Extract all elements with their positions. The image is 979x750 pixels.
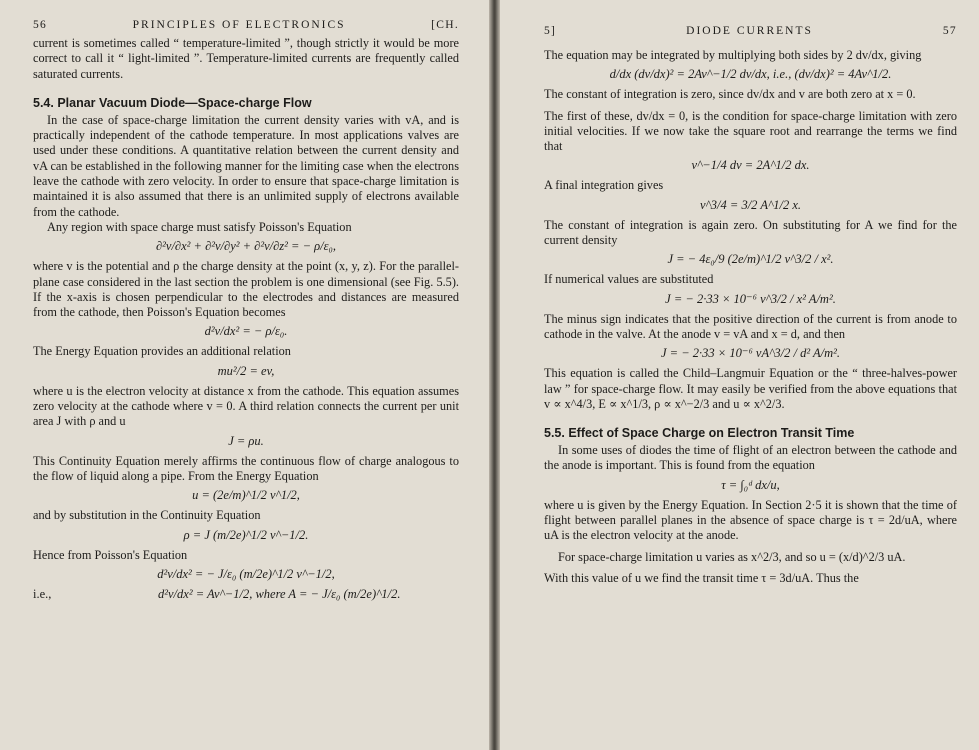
paragraph: where v is the potential and ρ the charge density at the point (x, y, z). For the parallel-plane case considered in the last section the problem is one dimensional (see Fig. 5.5). If the x-axis is chosen perpendicular to the electrodes and distances are measured from the cathode, then Poisson's Equation becomes xyxy=(33,259,459,320)
equation: ∂²v/∂x² + ∂²v/∂y² + ∂²v/∂z² = − ρ/ε₀, xyxy=(155,239,337,254)
equation: mu²/2 = ev, xyxy=(217,363,275,378)
equation: J = − 2·33 × 10⁻⁶ vA^3/2 / d² A/m². xyxy=(661,346,840,361)
equation: d/dx (dv/dx)² = 2Av^−1/2 dv/dx, i.e., (dv/dx)² = 4Av^1/2. xyxy=(609,67,892,82)
paragraph: Hence from Poisson's Equation xyxy=(33,547,188,562)
equation: J = − 2·33 × 10⁻⁶ v^3/2 / x² A/m². xyxy=(665,291,836,306)
ie-label: i.e., xyxy=(33,586,52,601)
page-number: 56 xyxy=(33,19,48,31)
paragraph: This equation is called the Child–Langmuir Equation or the “ three-halves-power law ” for space-charge flow. It may easily be verified from the above equations that v ∝ x^4/3, E ∝ x^1/3, ρ ∝ x^−2/3 and u ∝ x^2/3. xyxy=(544,366,957,411)
paragraph: The equation may be integrated by multiplying both sides by 2 dv/dx, giving xyxy=(544,48,922,62)
intro-paragraph: current is sometimes called “ temperature-limited ”, though strictly it would be more correct to call it “ light-limited ”. Temperature-limited currents are frequently called saturated currents. xyxy=(33,36,459,81)
paragraph: In some uses of diodes the time of flight of an electron between the cathode and the anode is important. This is found from the equation xyxy=(544,443,957,473)
equation: v^3/4 = 3/2 A^1/2 x. xyxy=(699,197,802,212)
paragraph: The first of these, dv/dx = 0, is the condition for space-charge limitation with zero initial velocities. If we now take the square root and rearrange the terms we find that xyxy=(544,108,957,154)
paragraph: The Energy Equation provides an additional relation xyxy=(33,344,291,359)
right-page xyxy=(500,0,979,750)
chapter-abbrev: [CH. xyxy=(431,19,459,31)
right-page-header xyxy=(544,25,957,42)
running-title: DIODE CURRENTS xyxy=(686,25,813,37)
paragraph: where u is given by the Energy Equation. In Section 2·5 it is shown that the time of flight between parallel planes in the absence of space charge is τ = 2d/uA, where uA is the electron velocity at the anode. xyxy=(544,497,957,543)
paragraph: In the case of space-charge limitation the current density varies with vA, and is practically independent of the cathode temperature. In most applications valves are used under these conditions. A quantitative relation between the current density and vA can be established in the following manner for the limiting case when the electrons leave the cathode with zero velocity. In order to ensure that space-charge limitation is maintained it is also assumed that there is an unlimited supply of electrons available from the cathode. xyxy=(33,112,459,219)
equation: ρ = J (m/2e)^1/2 v^−1/2. xyxy=(183,527,309,542)
paragraph: The constant of integration is again zero. On substituting for A we find for the current density xyxy=(544,217,957,248)
section-heading: 5.5. Effect of Space Charge on Electron Transit Time xyxy=(544,426,855,441)
equation: J = ρu. xyxy=(228,433,264,448)
paragraph: Any region with space charge must satisfy Poisson's Equation xyxy=(47,219,352,234)
paragraph: With this value of u we find the transit time τ = 3d/uA. Thus the xyxy=(544,570,859,585)
equation: v^−1/4 dv = 2A^1/2 dx. xyxy=(691,158,810,173)
equation-row xyxy=(33,587,459,602)
paragraph: If numerical values are substituted xyxy=(544,272,714,287)
equation: d²v/dx² = − J/ε₀ (m/2e)^1/2 v^−1/2, xyxy=(157,566,335,581)
paragraph: The constant of integration is zero, since dv/dx and v are both zero at x = 0. xyxy=(544,87,916,102)
paragraph: For space-charge limitation u varies as x^2/3, and so u = (x/d)^2/3 uA. xyxy=(558,549,906,564)
paragraph: where u is the electron velocity at distance x from the cathode. This equation assumes zero velocity at the cathode where v = 0. A third relation connects the current per unit area J with ρ and u xyxy=(33,383,459,429)
page-number: 57 xyxy=(942,25,957,37)
equation: τ = ∫₀ᵈ dx/u, xyxy=(721,477,780,492)
left-page-header xyxy=(33,19,459,36)
left-page xyxy=(0,0,489,750)
paragraph: The minus sign indicates that the positive direction of the current is from anode to cathode in the valve. At the anode v = vA and x = d, and then xyxy=(544,311,957,341)
paragraph: This Continuity Equation merely affirms the continuous flow of charge analogous to the flow of liquid along a pipe. From the Energy Equation xyxy=(33,453,459,483)
running-title: PRINCIPLES OF ELECTRONICS xyxy=(132,19,346,31)
section-heading: 5.4. Planar Vacuum Diode—Space-charge Flow xyxy=(33,95,312,110)
section-number: 5] xyxy=(544,25,557,37)
paragraph: A final integration gives xyxy=(544,178,664,193)
book-gutter xyxy=(489,0,500,750)
paragraph: and by substitution in the Continuity Equation xyxy=(33,508,261,523)
equation: d²v/dx² = − ρ/ε₀. xyxy=(204,324,288,339)
equation: J = − 4ε₀/9 (2e/m)^1/2 v^3/2 / x². xyxy=(667,252,834,267)
equation: d²v/dx² = Av^−1/2, where A = − J/ε₀ (m/2e)^1/2. xyxy=(158,586,401,601)
equation: u = (2e/m)^1/2 v^1/2, xyxy=(192,488,300,503)
